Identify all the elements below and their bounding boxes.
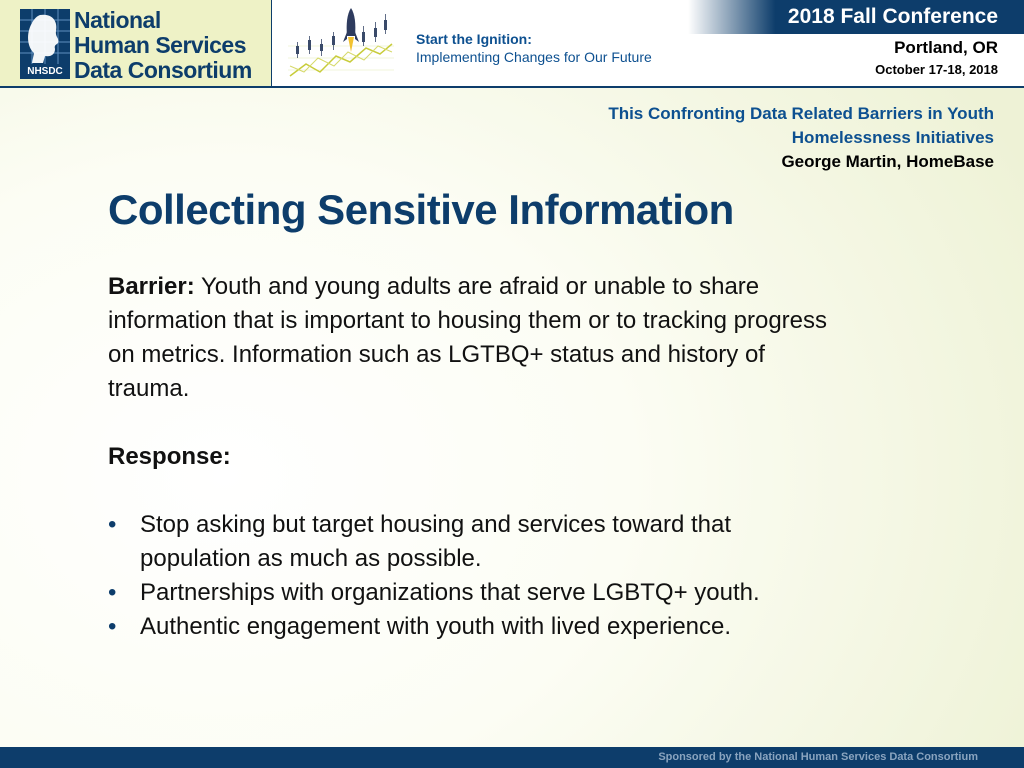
response-label: Response: xyxy=(108,443,231,470)
list-item xyxy=(108,610,848,644)
barrier-paragraph xyxy=(108,270,848,406)
list-item-text: Authentic engagement with youth with lived experience. xyxy=(140,613,732,640)
barrier-text: Youth and young adults are afraid or unable to share information that is important to housing them or to tracking progress on metrics. Information such as LGTBQ+ status and history of trauma. xyxy=(108,273,828,402)
session-info xyxy=(608,102,994,174)
bullet-icon: • xyxy=(108,579,117,606)
logo-line-2: Human Services xyxy=(74,32,246,58)
rocket-chart-icon xyxy=(288,6,394,82)
logo xyxy=(0,0,272,86)
list-item xyxy=(108,576,848,610)
header xyxy=(0,0,1024,88)
conference-dates: October 17-18, 2018 xyxy=(875,62,998,77)
footer: Sponsored by the National Human Services Data Consortium xyxy=(0,747,1024,768)
slide-title: Collecting Sensitive Information xyxy=(108,186,734,233)
presenter: George Martin, HomeBase xyxy=(781,152,994,171)
barrier-label: Barrier: xyxy=(108,273,195,300)
consortium-logo-icon xyxy=(20,9,70,79)
logo-line-3: Data Consortium xyxy=(74,57,252,83)
conference-banner: 2018 Fall Conference xyxy=(688,0,1024,34)
bullet-icon: • xyxy=(108,613,117,640)
response-list xyxy=(108,508,848,644)
list-item xyxy=(108,508,848,576)
slide-body xyxy=(108,270,848,644)
bullet-icon: • xyxy=(108,511,117,538)
list-item-text: Stop asking but target housing and services toward that population as much as possible. xyxy=(140,511,732,572)
conference-location: Portland, OR xyxy=(894,38,998,57)
logo-line-1: National xyxy=(74,7,161,33)
tagline-line-2: Implementing Changes for Our Future xyxy=(416,49,652,65)
session-title-line-1: This Confronting Data Related Barriers in Youth xyxy=(608,104,994,123)
logo-mark-text: NHSDC xyxy=(27,66,63,77)
tagline xyxy=(416,30,652,66)
session-title-line-2: Homelessness Initiatives xyxy=(791,128,994,147)
tagline-line-1: Start the Ignition: xyxy=(416,31,532,47)
list-item-text: Partnerships with organizations that serve LGBTQ+ youth. xyxy=(140,579,760,606)
